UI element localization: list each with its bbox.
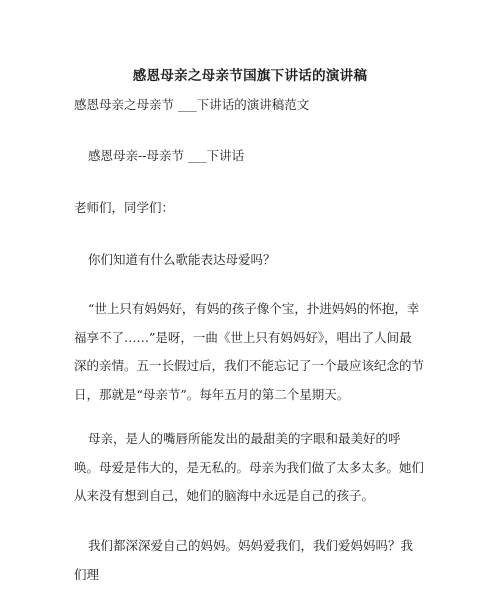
speech-heading: 感恩母亲--母亲节 ___下讲话 — [88, 148, 245, 163]
opening-question: 你们知道有什么歌能表达母爱吗？ — [88, 252, 276, 267]
paragraph-song: “世上只有妈妈好，有妈的孩子像个宝，扑进妈妈的怀抱，幸福享不了……”是呀，一曲《世上只有妈妈好》，唱出了人间最深的亲情。五一长假过后，我们不能忘记了一个最应该纪念的节日，那就是“母亲节”。每年五月的第二个星期天。 — [74, 301, 425, 402]
document-subtitle: 感恩母亲之母亲节 ___下讲话的演讲稿范文 — [74, 97, 310, 112]
greeting: 老师们，同学们： — [74, 200, 175, 215]
document-title: 感恩母亲之母亲节国旗下讲话的演讲稿 — [132, 68, 368, 84]
paragraph-mother: 母亲，是人的嘴唇所能发出的最甜美的字眼和最美好的呼唤。母爱是伟大的，是无私的。母亲为我们做了太多太多。她们从来没有想到自己，她们的脑海中永远是自己的孩子。 — [74, 431, 425, 503]
paragraph-love: 我们都深深爱自己的妈妈。妈妈爱我们，我们爱妈妈吗？我们理 — [74, 538, 414, 582]
